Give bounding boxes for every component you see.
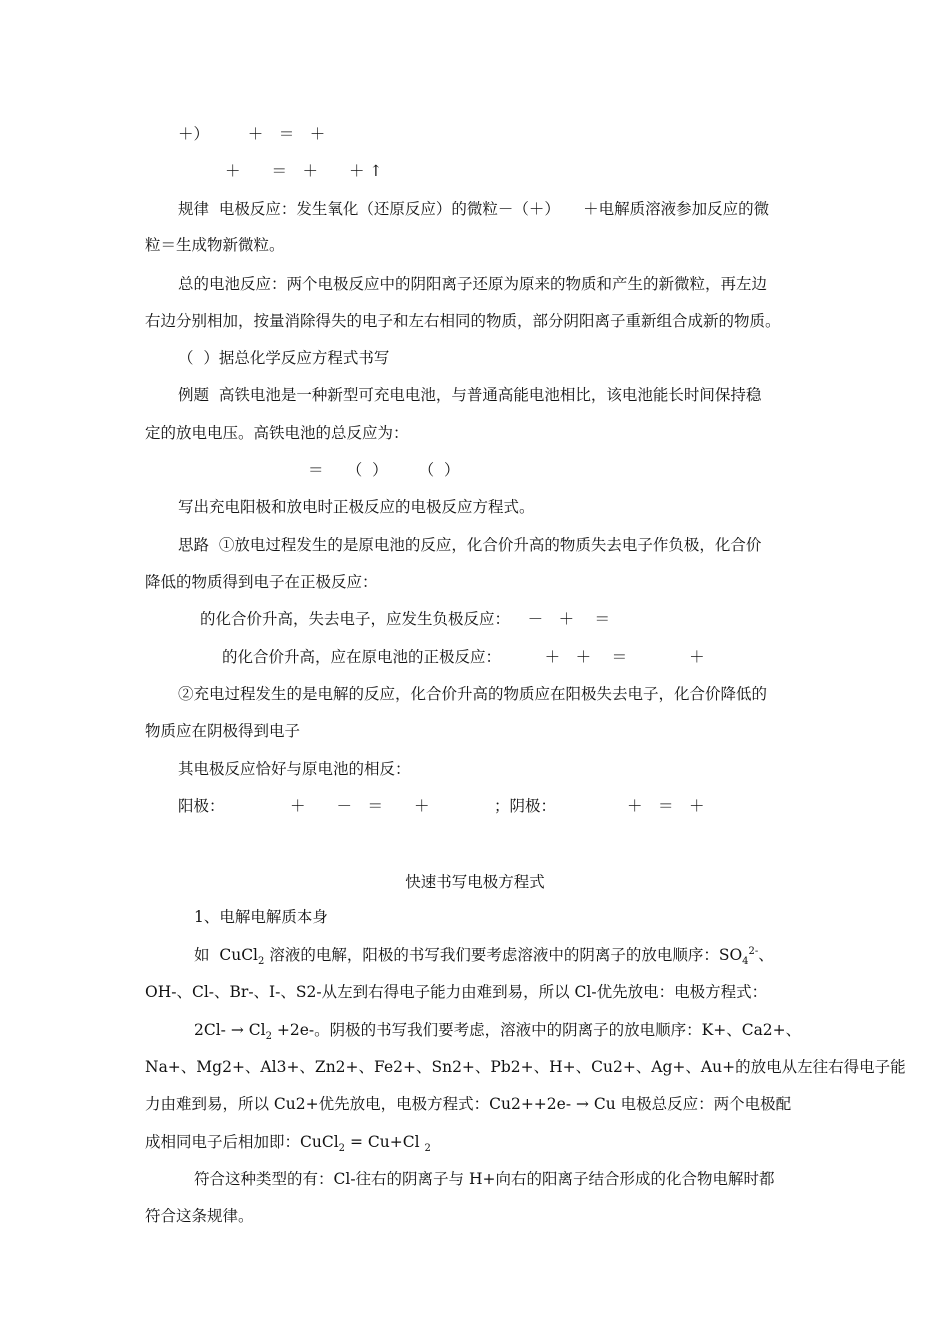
total-reaction-line-2: 右边分别相加，按量消除得失的电子和左右相同的物质，部分阴阳离子重新组合成新的物质。 bbox=[145, 312, 781, 330]
approach-line-2: 降低的物质得到电子在正极反应： bbox=[145, 573, 378, 591]
section-heading: 1、电解电解质本身 bbox=[194, 908, 328, 926]
question-line: 写出充电阳极和放电时正极反应的电极反应方程式。 bbox=[178, 498, 535, 516]
electrolysis-paragraph-line-4: Na+、Mg2+、Al3+、Zn2+、Fe2+、Sn2+、Pb2+、H+、Cu2+、Ag+、Au+的放电从左往右得电子能 bbox=[145, 1058, 906, 1076]
approach-line-1: 思路 ①放电过程发生的是原电池的反应，化合价升高的物质失去电子作负极，化合价 bbox=[178, 536, 762, 554]
cathode-equation: ＋ ＝ ＋ bbox=[627, 797, 705, 815]
anode-label: 阳极： bbox=[178, 797, 225, 815]
example-line-1: 例题 高铁电池是一种新型可充电电池，与普通高能电池相比，该电池能长时间保持稳 bbox=[178, 386, 762, 404]
electrolysis-paragraph-line-5: 力由难到易，所以 Cu2+优先放电，电极方程式：Cu2++2e- → Cu 电极总反应：两个电极配 bbox=[145, 1095, 792, 1113]
section-title: 快速书写电极方程式 bbox=[405, 873, 545, 891]
positive-electrode-line: 的化合价升高，应在原电池的正极反应： ＋ ＋ ＝ ＋ bbox=[222, 648, 705, 666]
rule-paragraph-line-1: 规律 电极反应：发生氧化（还原反应）的微粒－（＋） ＋电解质溶液参加反应的微 bbox=[178, 200, 770, 218]
cathode-label: ；阴极： bbox=[494, 797, 557, 815]
total-reaction-equation: ＝ （ ） （ ） bbox=[308, 461, 460, 479]
summary-line-2: 符合这条规律。 bbox=[145, 1207, 254, 1225]
rule-paragraph-line-2: 粒＝生成物新微粒。 bbox=[145, 236, 285, 254]
electrolysis-paragraph-line-6: 成相同电子后相加即：CuCl$_2$ = Cu+Cl $_2$ bbox=[145, 1133, 431, 1154]
equation-line-2: ＋ ＝ ＋ ＋ ↑ bbox=[225, 162, 383, 180]
example-line-2: 定的放电电压。高铁电池的总反应为： bbox=[145, 424, 409, 442]
negative-electrode-line: 的化合价升高，失去电子，应发生负极反应： － ＋ ＝ bbox=[200, 610, 611, 628]
reverse-reaction-line: 其电极反应恰好与原电池的相反： bbox=[178, 760, 411, 778]
subsection-heading: （ ）据总化学反应方程式书写 bbox=[178, 349, 390, 367]
electrolysis-paragraph-line-2: OH-、Cl-、Br-、I-、S2-从左到右得电子能力由难到易，所以 Cl-优先放电：电极方程式： bbox=[145, 983, 768, 1001]
charging-line-1: ②充电过程发生的是电解的反应，化合价升高的物质应在阳极失去电子，化合价降低的 bbox=[178, 685, 768, 703]
summary-line-1: 符合这种类型的有：Cl-往右的阴离子与 H+向右的阳离子结合形成的化合物电解时都 bbox=[194, 1170, 775, 1188]
electrolysis-paragraph-line-1: 如 CuCl$_2$ 溶液的电解，阳极的书写我们要考虑溶液中的阴离子的放电顺序：$SO_4^{2-}$、 bbox=[194, 946, 774, 967]
equation-line-1: ＋） ＋ ＝ ＋ bbox=[178, 125, 326, 143]
anode-equation: ＋ － ＝ ＋ bbox=[290, 797, 430, 815]
charging-line-2: 物质应在阴极得到电子 bbox=[145, 722, 301, 740]
electrolysis-paragraph-line-3: $2Cl- \to Cl_2 +2e-$。阴极的书写我们要考虑，溶液中的阴离子的放电顺序：K+、Ca2+、 bbox=[194, 1021, 802, 1042]
total-reaction-line-1: 总的电池反应：两个电极反应中的阴阳离子还原为原来的物质和产生的新微粒，再左边 bbox=[178, 275, 768, 293]
